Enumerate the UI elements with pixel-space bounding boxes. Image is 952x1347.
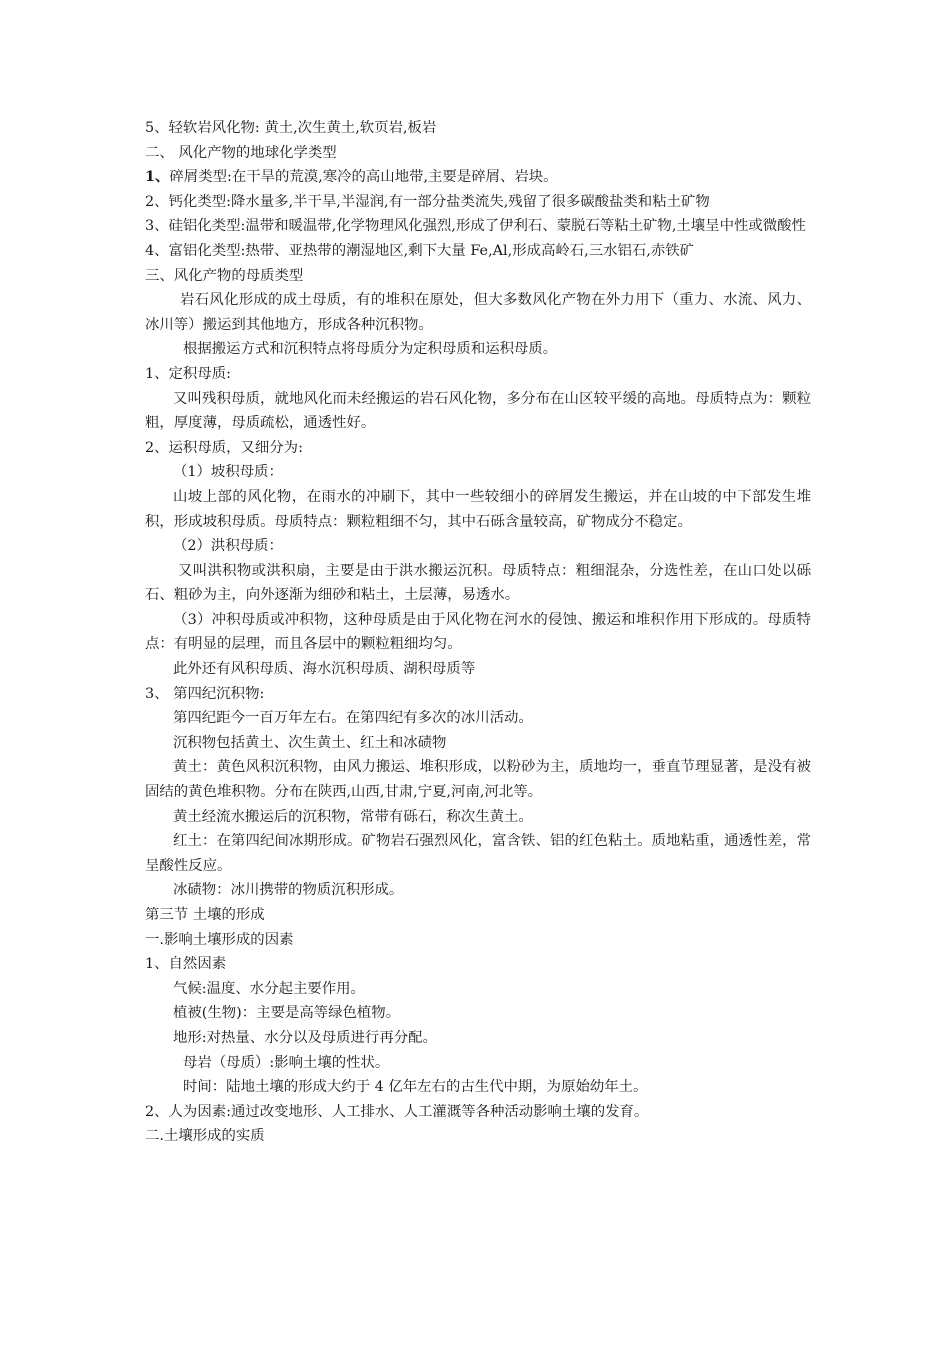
clastic-type-text: 碎屑类型:在干旱的荒漠,寒冷的高山地带,主要是碎屑、岩块。 (169, 169, 558, 186)
paragraph-loess: 黄土：黄色风积沉积物，由风力搬运、堆积形成，以粉砂为主，质地均一，垂直节理显著，是没有被固结的黄色堆积物。分布在陕西,山西,甘肃,宁夏,河南,河北等。 (145, 759, 811, 801)
list-number: 1、 (145, 168, 170, 186)
heading-slope-deposit: （1）坡积母质： (173, 464, 283, 481)
heading-formation-factors: 一.影响土壤形成的因素 (145, 931, 294, 948)
heading-flood-deposit: （2）洪积母质： (173, 538, 283, 555)
paragraph-siallitization-type: 3、硅铝化类型:温带和暖温带,化学物理风化强烈,形成了伊利石、蒙脱石等粘土矿物,土壤呈中性或微酸性 (145, 218, 806, 235)
text-line-human-factors: 2、人为因素:通过改变地形、人工排水、人工灌溉等各种活动影响土壤的发育。 (145, 1103, 649, 1120)
paragraph-red-clay: 红土：在第四纪间冰期形成。矿物岩石强烈风化，富含铁、铝的红色粘土。质地粘重，通透性差，常呈酸性反应。 (145, 833, 811, 874)
heading-transported-material: 2、运积母质，又细分为: (145, 439, 303, 456)
heading-parent-material-types: 三、风化产物的母质类型 (145, 267, 304, 284)
paragraph-parent-material-intro: 岩石风化形成的成土母质，有的堆积在原处，但大多数风化产物在外力用下（重力、水流、风力、冰川等）搬运到其他地方，形成各种沉积物。 (145, 292, 811, 333)
paragraph-alluvial-deposit: （3）冲积母质或冲积物，这种母质是由于风化物在河水的侵蚀、搬运和堆积作用下形成的。母质特点：有明显的层理，而且各层中的颗粒粗细均匀。 (145, 611, 811, 653)
text-line-secondary-loess: 黄土经流水搬运后的沉积物，常带有砾石，称次生黄土。 (173, 808, 533, 825)
text-line-deposit-list: 沉积物包括黄土、次生黄土、红土和冰碛物 (173, 734, 447, 751)
text-line-climate: 气候:温度、水分起主要作用。 (173, 980, 365, 997)
paragraph-slope-deposit: 山坡上部的风化物，在雨水的冲刷下，其中一些较细小的碎屑发生搬运，并在山坡的中下部发生堆积，形成坡积母质。母质特点：颗粒粗细不匀，其中石砾含量较高，矿物成分不稳定。 (145, 488, 811, 530)
text-line-topography: 地形:对热量、水分以及母质进行再分配。 (173, 1029, 437, 1046)
heading-section-three: 第三节 土壤的形成 (145, 907, 265, 923)
paragraph-flood-deposit: 又叫洪积物或洪积扇，主要是由于洪水搬运沉积。母质特点：粗细混杂，分选性差，在山口处以砾石、粗砂为主，向外逐渐为细砂和粘土，土层薄，易透水。 (145, 562, 811, 604)
heading-quaternary-deposits: 3、 第四纪沉积物: (145, 685, 265, 702)
heading-geochemical-types: 二、 风化产物的地球化学类型 (145, 144, 337, 161)
text-line-clastic-type (145, 165, 811, 190)
text-line-calcification-type: 2、钙化类型:降水量多,半干旱,半湿润,有一部分盐类流失,残留了很多碳酸盐类和粘土矿物 (145, 193, 710, 210)
text-line-vegetation: 植被(生物)：主要是高等绿色植物。 (173, 1005, 401, 1022)
heading-residual-material: 1、定积母质: (145, 365, 231, 382)
text-line-classification: 根据搬运方式和沉积特点将母质分为定积母质和运积母质。 (183, 341, 558, 358)
heading-natural-factors: 1、自然因素 (145, 956, 227, 973)
document-body (145, 116, 811, 1149)
text-line-other-deposits: 此外还有风积母质、海水沉积母质、湖积母质等 (173, 661, 476, 678)
text-line-parent-rock: 母岩（母质）:影响土壤的性状。 (183, 1054, 390, 1071)
heading-formation-essence: 二.土壤形成的实质 (145, 1128, 265, 1145)
text-line-allitization-type: 4、富铝化类型:热带、亚热带的潮湿地区,剩下大量 Fe,Al,形成高岭石,三水铝石,赤铁矿 (145, 242, 695, 259)
text-line-time: 时间：陆地土壤的形成大约于 4 亿年左右的古生代中期，为原始幼年土。 (183, 1079, 648, 1096)
text-line-light-rock-weathering: 5、轻软岩风化物: 黄土,次生黄土,软页岩,板岩 (145, 120, 437, 136)
text-line-moraine: 冰碛物：冰川携带的物质沉积形成。 (173, 882, 404, 899)
paragraph-residual-material: 又叫残积母质，就地风化而未经搬运的岩石风化物，多分布在山区较平缓的高地。母质特点为：颗粒粗，厚度薄，母质疏松，通透性好。 (145, 390, 811, 432)
text-line-quaternary-age: 第四纪距今一百万年左右。在第四纪有多次的冰川活动。 (173, 710, 533, 727)
